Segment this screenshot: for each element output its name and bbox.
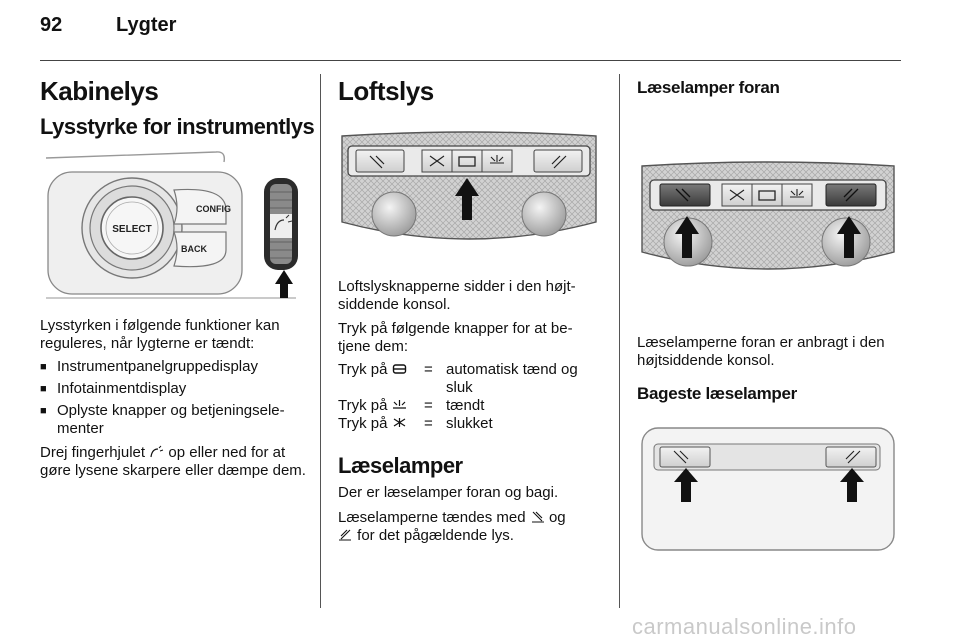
config-label: CONFIG [196,204,231,214]
watermark: carmanualsonline.info [632,614,857,639]
dome-instruction: Tryk på følgende knapper for at be‐ tjene dem: [338,320,573,355]
laeselamper-heading: Læselamper [338,453,463,478]
rear-reading-lamps-figure [638,424,898,554]
lamp-off-icon [392,416,407,429]
right-reading-lamp-icon [338,528,353,541]
dimmer-intro: Lysstyrken i følgende funktioner kan reguleres, når lygterne er tændt: [40,317,280,352]
dimmer-list [40,358,305,442]
page-number: 92 [40,14,63,36]
front-lamps-text: Læselamperne foran er anbragt i den højtsiddende konsol. [637,334,885,369]
list-item: ■ Instrumentpanelgruppedisplay [40,358,305,376]
kabinelys-heading: Kabinelys [40,76,159,106]
header-rule [40,60,901,61]
loftslys-heading: Loftslys [338,76,434,106]
front-reading-lamps-figure [638,160,898,280]
dome-button-table [338,361,604,433]
door-lamp-icon [392,362,407,375]
thumbwheel-icon [149,445,164,458]
lamp-on-icon [392,398,407,411]
list-item: ■ Infotainmentdisplay [40,380,305,398]
back-label: BACK [181,244,207,254]
table-row: Tryk på = automatisk tænd og sluk [338,361,578,396]
column-divider-2 [619,74,620,608]
table-row: Tryk på = tændt [338,397,485,414]
dome-intro: Loftslysknapperne sidder i den højt‐ siddende konsol. [338,278,576,313]
list-item: ■ Oplyste knapper og betjeningsele‐ menter [40,402,305,438]
reading-lamps-intro: Der er læselamper foran og bagi. [338,484,559,501]
left-reading-lamp-icon [530,510,545,523]
column-divider-1 [320,74,321,608]
thumbwheel-instruction: Drej fingerhjulet op eller ned for at gøre lysene skarpere eller dæmpe dem. [40,444,306,479]
instrument-dimmer-figure [46,150,304,302]
table-row: Tryk på = slukket [338,415,493,432]
select-label: SELECT [112,224,152,235]
front-reading-lamps-heading: Læselamper foran [637,78,780,97]
instrumentlys-heading: Lysstyrke for instrumentlys [40,114,315,139]
section-title: Lygter [116,14,177,36]
dome-lamp-console-figure [338,130,600,250]
reading-lamps-instruction: Læselamperne tændes med og for det pågældende lys. [338,509,566,544]
rear-reading-lamps-heading: Bageste læselamper [637,384,797,403]
